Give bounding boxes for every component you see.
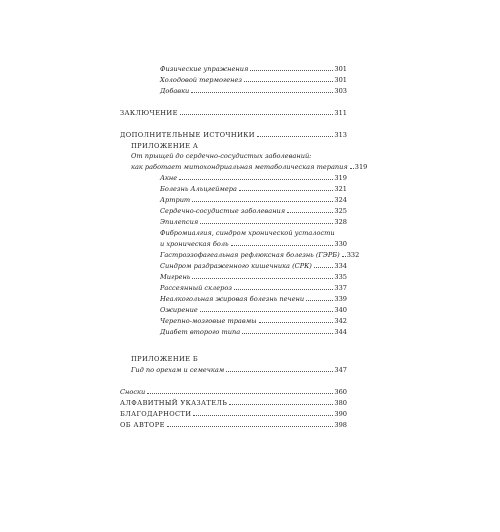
toc-entry-skleroz [160, 284, 347, 292]
toc-page-number: 340 [334, 306, 347, 314]
toc-entry-title: Сноски [120, 388, 146, 396]
dot-leader [287, 211, 333, 213]
dot-leader [239, 189, 333, 191]
toc-entry-title: АЛФАВИТНЫЙ УКАЗАТЕЛЬ [120, 399, 228, 407]
dot-leader [229, 403, 333, 405]
dot-leader [167, 425, 334, 427]
toc-entry-title: как работает митохондриальная метаболическая терапия [131, 163, 348, 171]
dot-leader [226, 370, 333, 372]
dot-leader [231, 244, 334, 246]
toc-page-number: 325 [334, 207, 347, 215]
toc-entry-title: БЛАГОДАРНОСТИ [120, 410, 192, 418]
toc-page-number: 319 [354, 163, 368, 171]
dot-leader [191, 91, 333, 93]
toc-entry-title: Добавки [160, 87, 190, 95]
toc-entry-blagodarnosti [120, 410, 347, 418]
toc-page-number: 321 [334, 185, 347, 193]
dot-leader [250, 69, 333, 71]
dot-leader [200, 310, 334, 312]
toc-entry-fibromialgiya-2 [160, 240, 347, 248]
toc-page-number: 301 [334, 76, 347, 84]
toc-entry-ozhirenie [160, 306, 347, 314]
toc-entry-title: Гид по орехам и семечкам [131, 366, 225, 374]
dot-leader [306, 299, 333, 301]
toc-page-number: 339 [334, 295, 347, 303]
toc-entry-title: Ожирение [160, 306, 198, 314]
dot-leader [234, 288, 333, 290]
toc-entry-gerb [160, 251, 360, 259]
toc-entry-artrit [160, 196, 347, 204]
toc-entry-kholodovoy [160, 76, 347, 84]
dot-leader [200, 222, 333, 224]
toc-entry-epilepsiya [160, 218, 347, 226]
dot-leader [244, 80, 333, 82]
toc-entry-title: Рассеянный склероз [160, 284, 232, 292]
dot-leader [257, 135, 334, 137]
toc-page-number: 330 [334, 240, 347, 248]
dot-leader [342, 255, 346, 257]
toc-entry-dobavki [160, 87, 347, 95]
toc-heading-prilozhenie-b: ПРИЛОЖЕНИЕ Б [131, 355, 199, 363]
dot-leader [192, 200, 333, 202]
toc-entry-title: Эпилепсия [160, 218, 199, 226]
toc-entry-title: Черепно-мозговые травмы [160, 317, 257, 325]
toc-entry-fizicheskie [160, 65, 347, 73]
toc-page-number: 398 [334, 421, 347, 429]
toc-entry-title: Артрит [160, 196, 191, 204]
toc-entry-title: Мигрень [160, 273, 191, 281]
toc-entry-dopolnitelnye [120, 131, 347, 139]
dot-leader [192, 277, 333, 279]
toc-entry-alfavitny [120, 399, 347, 407]
toc-entry-title: ДОПОЛНИТЕЛЬНЫЕ ИСТОЧНИКИ [120, 131, 255, 139]
toc-entry-title: Физические упражнения [160, 65, 249, 73]
toc-heading-fibromialgiya-1: Фибромиалгия, синдром хронической усталости [160, 229, 335, 237]
toc-entry-pechen [160, 295, 347, 303]
toc-entry-title: Болезнь Альцгеймера [160, 185, 237, 193]
toc-page-number: 328 [334, 218, 347, 226]
dot-leader [147, 392, 333, 394]
toc-entry-title: Неалкогольная жировая болезнь печени [160, 295, 305, 303]
toc-page-number: 324 [334, 196, 347, 204]
toc-entry-title: Диабет второго типа [160, 328, 241, 336]
toc-heading-prilozhenie-a: ПРИЛОЖЕНИЕ А [131, 142, 199, 150]
toc-page-number: 313 [334, 131, 347, 139]
dot-leader [314, 266, 334, 268]
toc-entry-diabet [160, 328, 347, 336]
toc-entry-snoski [120, 388, 347, 396]
toc-entry-title: Синдром раздраженного кишечника (СРК) [160, 262, 312, 270]
toc-page-number: 303 [334, 87, 347, 95]
dot-leader [179, 178, 333, 180]
dot-leader [180, 113, 334, 115]
toc-entry-ob-avtore [120, 421, 347, 429]
toc-entry-title: Сердечно-сосудистые заболевания [160, 207, 286, 215]
dot-leader [193, 414, 333, 416]
toc-entry-title: Холодовой термогенез [160, 76, 243, 84]
toc-heading-ot-pryshchey: От прыщей до сердечно-сосудистых заболеваний: [131, 152, 312, 160]
toc-entry-title: и хроническая боль [160, 240, 229, 248]
toc-page-number: 319 [334, 174, 347, 182]
dot-leader [242, 332, 333, 334]
toc-page-number: 390 [334, 410, 347, 418]
toc-entry-title: Гастроэзофагеальная рефлюксная болезнь (ГЭРБ) [160, 251, 340, 259]
toc-entry-akne [160, 174, 347, 182]
toc-page-number: 342 [334, 317, 347, 325]
dot-leader [259, 321, 334, 323]
toc-page-number: 332 [346, 251, 360, 259]
toc-page-number: 301 [334, 65, 347, 73]
toc-page-number: 347 [334, 366, 347, 374]
toc-entry-serdechno [160, 207, 347, 215]
toc-entry-title: ОБ АВТОРЕ [120, 421, 165, 429]
toc-entry-title: ЗАКЛЮЧЕНИЕ [120, 109, 178, 117]
toc-entry-orekhi [131, 366, 347, 374]
toc-entry-srk [160, 262, 347, 270]
toc-entry-title: Акне [160, 174, 178, 182]
toc-page-number: 335 [334, 273, 347, 281]
toc-entry-travmy [160, 317, 347, 325]
dot-leader [350, 167, 354, 169]
toc-entry-zaklyuchenie [120, 109, 347, 117]
toc-page-number: 360 [334, 388, 347, 396]
toc-page-number: 337 [334, 284, 347, 292]
toc-entry-migren [160, 273, 347, 281]
toc-page-number: 334 [334, 262, 347, 270]
toc-page-number: 344 [334, 328, 347, 336]
toc-entry-alzheimer [160, 185, 347, 193]
toc-page-number: 311 [334, 109, 347, 117]
toc-entry-mito-terapiya [131, 163, 368, 171]
toc-page-number: 380 [334, 399, 347, 407]
